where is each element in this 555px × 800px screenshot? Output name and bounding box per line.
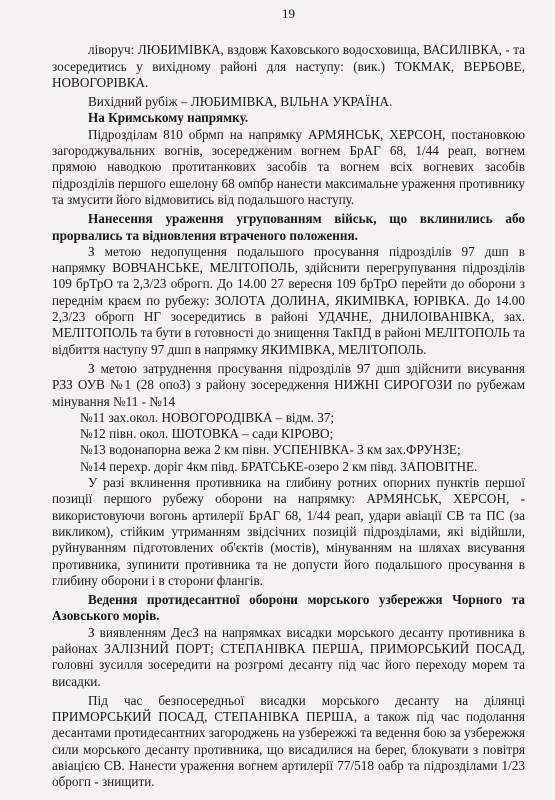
paragraph: З метою недопущення подальшого просування підрозділів 97 дшп в напрямку ВОВЧАНСЬКЕ, МЕЛІТОПОЛЬ, здійснити перегрупування підрозділів 109 брТрО та 2,3/23 оброгп. До 14.00 27 вересня 109 брТрО перейти до оборони з переднім краєм по рубежу: ЗОЛОТА ДОЛИНА, ЯКИМІВКА, ЮРІВКА. До 14.00 2,3/23 оброгп НГ зосередитись в районі УДАЧНЕ, ДНИЛОІВАНІВКА, зах. МЕЛІТОПОЛЬ та бути в готовності до знищення ТакПД в районі МЕЛІТОПОЛЬ та відбиття наступу 97 дшп в напрямку ЯКИМІВКА, МЕЛІТОПОЛЬ. bbox=[52, 243, 525, 357]
page-number: 19 bbox=[282, 6, 295, 21]
document-body bbox=[52, 42, 525, 790]
section-heading: Ведення протидесантної оборони морського узбережжя Чорного та Азовського морів. bbox=[52, 592, 525, 624]
paragraph: №11 зах.окол. НОВОГОРОДІВКА – відм. 37; bbox=[80, 409, 335, 425]
paragraph: У разі вклинення противника на глибину ротних опорних пунктів першої позиції першого рубежу оборони на напрямку: АРМЯНСЬК, ХЕРСОН, - використовуючи вогонь артилерії БрАГ 68, 1/44 реап, удари авіації СВ та ПС (за викликом), стійким утриманням звідсічних позицій підрозділами, які відійшли, руйнуванням підготовлених об'єктів (мостів), мінуванням на шляхах висування противника, зупинити противника та не допусти його подальшого просування в глибину оборони і в сторони флангів. bbox=[52, 475, 525, 588]
paragraph: З метою затруднення просування підрозділів 97 дшп здійснити висування РЗЗ ОУВ №1 (28 опоЗ) з району зосередження НИЖНІ СИРОГОЗИ по рубежам мінування №11 - №14 bbox=[52, 360, 525, 409]
paragraph: №13 водонапорна вежа 2 км півн. УСПЕНІВКА- 3 км зах.ФРУНЗЕ; bbox=[80, 442, 461, 458]
section-heading: Нанесення ураження угрупованням військ, що вклинились або прорвались та відновлення втраченого положення. bbox=[52, 211, 525, 243]
paragraph: ліворуч: ЛЮБИМІВКА, вздовж Каховського водосховища, ВАСИЛІВКА, - та зосередитись у вихідному районі для наступу: (вик.) ТОКМАК, ВЕРБОВЕ, НОВОГОРІВКА. bbox=[52, 42, 525, 90]
paragraph: Підрозділам 810 обрмп на напрямку АРМЯНСЬК, ХЕРСОН, постановкою загороджувальних вогнів, зосередженим вогнем БрАГ 68, 1/44 реап, вогнем прямою наводкою протитанкових засобів та вогнем всіх вогневих засобів підрозділів першого ешелону 68 омпбр нанести максимальне ураження противнику та змусити його відмовитись від подальшого наступу. bbox=[52, 126, 525, 207]
paragraph: Під час безпосередньої висадки морського десанту на ділянці ПРИМОРСЬКИЙ ПОСАД, СТЕПАНІВКА ПЕРША, а також під час подолання десантами протидесантних загороджень на узбережжі та ведення бою за узбережжя сили морського десанту противника, що висадилися на берег, блокувати з повітря авіацією СВ. Нанести ураження вогнем артилерії 77/518 оабр та підрозділами 1/23 оброгп - знищити. bbox=[52, 692, 525, 790]
paragraph: №12 півн. окол. ШОТОВКА – сади КІРОВО; bbox=[80, 426, 334, 442]
section-heading: На Кримському напрямку. bbox=[88, 110, 249, 126]
paragraph: Вихідний рубіж – ЛЮБИМІВКА, ВІЛЬНА УКРАЇНА. bbox=[88, 94, 393, 110]
paragraph: №14 перехр. доріг 4км півд. БРАТСЬКЕ-озеро 2 км півд. ЗАПОВІТНЕ. bbox=[80, 458, 478, 474]
paragraph: З виявленням ДесЗ на напрямках висадки морського десанту противника в районах ЗАЛІЗНИЙ ПОРТ; СТЕПАНІВКА ПЕРША, ПРИМОРСЬКИЙ ПОСАД, головні зусилля зосередити на розгромі десанту під час його переходу морем та висадки. bbox=[52, 624, 525, 689]
